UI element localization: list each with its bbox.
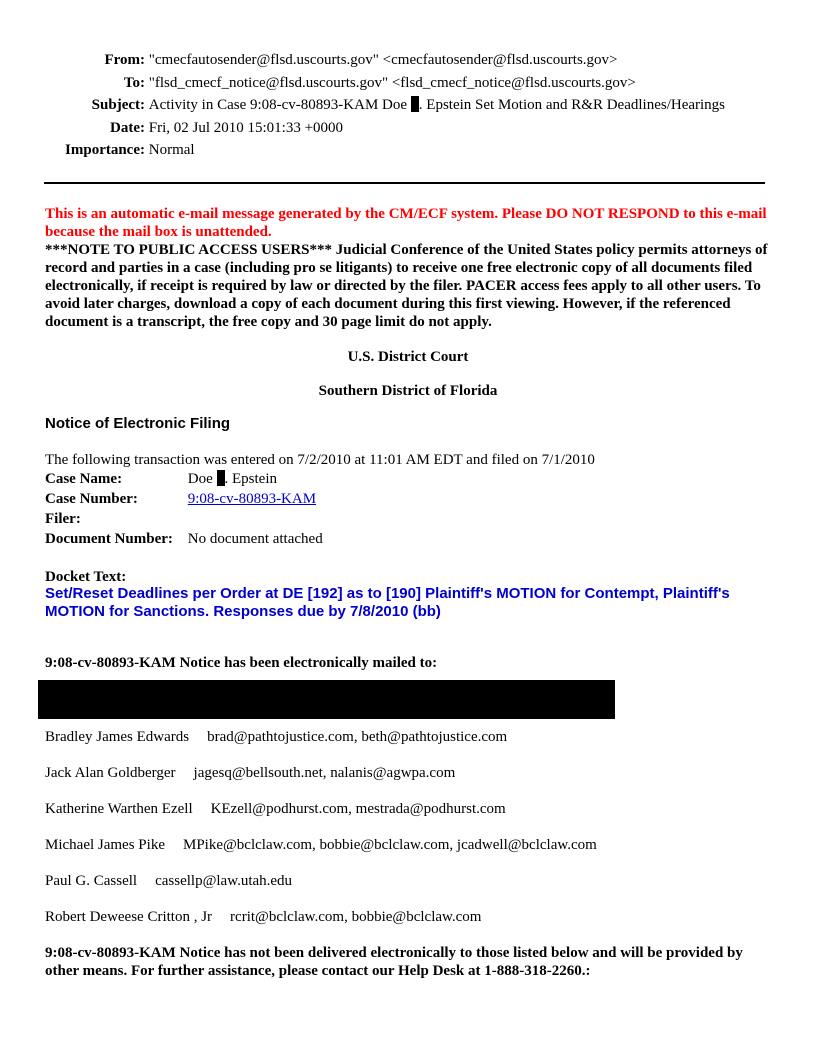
recipient-name: Michael James Pike [45,837,165,853]
filer-label: Filer: [45,511,81,527]
subject-value-end: . Epstein Set Motion and R&R Deadlines/Hearings [418,97,726,113]
redaction-block [38,680,615,719]
auto-message-warning: This is an automatic e-mail message generated by the CM/ECF system. Please DO NOT RESPOND to this e-mail because the mail box is unattended. [45,206,767,240]
email-header [44,51,725,164]
case-number-link[interactable]: 9:08-cv-80893-KAM [187,491,317,507]
date-value: Fri, 02 Jul 2010 15:01:33 +0000 [148,119,344,136]
docket-text: Set/Reset Deadlines per Order at DE [192] as to [190] Plaintiff's MOTION for Contempt, Plaintiff's MOTION for Sanctions. Responses due by 7/8/2010 (bb) [45,585,730,620]
recipient-name: Robert Deweese Critton , Jr [45,909,213,925]
redaction-mark [217,470,225,486]
to-value: "flsd_cmecf_notice@flsd.uscourts.gov" <flsd_cmecf_notice@flsd.uscourts.gov> [148,74,636,91]
redaction-mark [411,96,419,112]
case-name-start: Doe [187,471,217,487]
court-district: Southern District of Florida [318,383,498,399]
recipient-emails: rcrit@bclclaw.com, bobbie@bclclaw.com [230,909,482,925]
list-item [45,800,597,836]
case-name-value [188,470,277,488]
list-item [45,908,597,944]
case-name-row [45,470,323,490]
case-number-row [45,490,323,510]
court-name: U.S. District Court [347,349,469,365]
case-name-label: Case Name: [45,471,123,487]
recipient-list [45,728,597,944]
recipient-emails: KEzell@podhurst.com, mestrada@podhurst.com [210,801,506,817]
recipient-name: Katherine Warthen Ezell [45,801,193,817]
nef-title: Notice of Electronic Filing [45,415,231,432]
document-number-row [45,530,323,550]
recipient-name: Paul G. Cassell [45,873,138,889]
document-number-value: No document attached [187,531,323,547]
recipient-emails: cassellp@law.utah.edu [155,873,293,889]
to-row [44,74,725,97]
to-label: To: [123,74,145,91]
subject-value [149,96,725,114]
recipient-emails: brad@pathtojustice.com, beth@pathtojustice.com [207,729,508,745]
filer-row [45,510,323,530]
recipient-name: Jack Alan Goldberger [45,765,176,781]
case-name-end: . Epstein [224,471,277,487]
subject-label: Subject: [91,97,145,113]
subject-row [44,96,725,119]
case-info [45,470,323,550]
case-number-label: Case Number: [45,491,138,507]
from-row [44,51,725,74]
recipient-name: Bradley James Edwards [45,729,190,745]
mailed-to-heading: 9:08-cv-80893-KAM Notice has been electronically mailed to: [45,655,438,671]
document-number-label: Document Number: [45,531,173,547]
recipient-emails: jagesq@bellsouth.net, nalanis@agwpa.com [193,765,456,781]
importance-value: Normal [148,142,195,158]
subject-value-start: Activity in Case 9:08-cv-80893-KAM Doe [148,97,411,113]
list-item [45,764,597,800]
header-divider [44,182,765,184]
public-access-note: ***NOTE TO PUBLIC ACCESS USERS*** Judicial Conference of the United States policy permits attorneys of record and parties in a case (including pro se litigants) to receive one free electronic copy of all documents filed electronically, if receipt is required by law or directed by the filer. PACER access fees apply to all other users. To avoid later charges, download a copy of each document during this first viewing. However, if the referenced document is a transcript, the free copy and 30 page limit do not apply. [45,242,768,330]
importance-row [44,141,725,164]
date-label: Date: [110,119,145,136]
from-label: From: [104,52,145,68]
date-row [44,119,725,142]
transaction-intro: The following transaction was entered on 7/2/2010 at 11:01 AM EDT and filed on 7/1/2010 [45,452,595,468]
not-delivered-notice: 9:08-cv-80893-KAM Notice has not been delivered electronically to those listed below and will be provided by other means. For further assistance, please contact our Help Desk at 1-888-318-2260.: [45,945,743,979]
list-item [45,836,597,872]
recipient-emails: MPike@bclclaw.com, bobbie@bclclaw.com, jcadwell@bclclaw.com [182,837,597,853]
importance-label: Importance: [65,142,145,158]
from-value: "cmecfautosender@flsd.uscourts.gov" <cmecfautosender@flsd.uscourts.gov> [148,52,618,68]
list-item [45,728,597,764]
docket-text-label: Docket Text: [45,569,127,585]
list-item [45,872,597,908]
